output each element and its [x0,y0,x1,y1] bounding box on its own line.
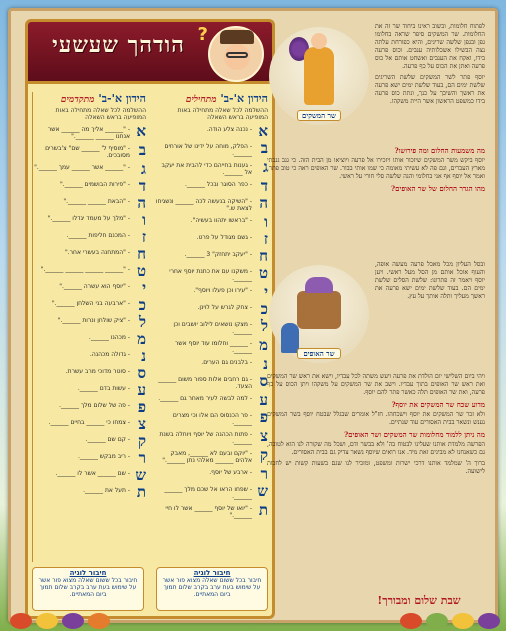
clue-row [154,448,268,464]
paragraph: ויהי ביום השלישי יום הולדת את פרעה ויעש משתה לכל עבדיו, וישא את ראש שר המשקים ואת ראש שר האופים בתוך עבדיו. וישב את שר המשקים על משקהו ויתן הכוס על כף פרעה, ואת שר האופים תלה כאשר פתר להם יוסף. [267,373,485,396]
column-instructions: ההשלמה לכל שאלה מתחילה באות המופיעה בראש השאלה [177,107,268,121]
clue-row [33,143,146,159]
clue-row [33,417,146,431]
clue-letter: ע [137,381,146,399]
clue-text: - פר הכנסוס הם אלו וכי מצרים ______. [172,412,252,426]
clue-text: - הפלק, מוחה על ידינו של אורחים ______. [164,143,252,157]
clue-text: - ______ וחלומו עוד יוסף אשר ______. [174,340,252,354]
clue-row [33,281,146,295]
article-section-three [375,261,485,304]
clue-row [154,232,268,246]
illustration-label: שר האופים [297,348,341,359]
clue-letter: ת [258,501,268,519]
article-section-intro [375,23,485,109]
clue-letter: ק [259,446,268,464]
clue-letter: ל [138,313,146,331]
clue-letter: מ [137,330,146,348]
clue-row [154,484,268,500]
clue-text: - גדולה מכהנה. [89,351,130,358]
paragraph: יוסף ביקש משר המשקים שיזכור אותו ויזכירו אל פרעה ויוציאו מן הבית הזה. כי גנב גנבתי מארץ העברים, וגם פה לא עשיתי מאומה כי שמו אותי בבור. שר האופים ראה כי טוב פתר, ואמר אל יוסף אף אני בחלומי והנה שלשה סלי חורי על ראשי. [267,157,485,180]
clue-letter: ג [141,160,146,178]
clue-row [154,215,268,229]
baker-illustration [269,265,369,363]
clue-row [154,141,268,157]
clue-letter: י [142,279,146,297]
puzzle-column-advanced [32,92,146,562]
clue-letter: ז [263,230,268,248]
clue-text: - "יוסף הוא עשרה ______." [59,283,130,290]
clue-letter: מ [259,336,268,354]
clue-text: - בלבנים גם הערים. [201,359,252,366]
clue-letter: א [258,122,268,140]
clue-letter: ע [259,391,268,409]
clue-row [154,393,268,407]
clue-row [154,196,268,212]
clue-letter: ו [264,213,268,231]
clue-row [33,247,146,261]
rabbi-character-icon [208,26,264,82]
clue-letter: ה [259,194,268,212]
cupbearer-figure [304,47,334,105]
clue-text: - "הבאת ______ ______." [63,198,130,205]
clue-text: - נכנה צלע הודה. [206,126,252,133]
clue-row [154,374,268,390]
clue-row [154,357,268,371]
paragraph: הפרשה מלמדת אותנו שעלינו לבטוח בה' ולא בבשר ודם, ושכל מה שקורה לנו הוא לטובה, גם כשאנחנו לא מבינים זאת מיד. אנו רואים שיוסף נשאר צדיק גם בבית האסורים. [267,441,485,456]
column-heading: הידון א'-ב' מתקדמים [60,92,146,105]
clue-letter: ו [142,211,146,229]
closing-greeting: שבת שלום ומבורך! [377,594,461,607]
illustration-label: שר המשקים [297,110,341,121]
clue-row [33,124,146,140]
article [267,23,485,618]
clue-row [33,179,146,193]
baker-figure [281,323,299,353]
cupbearer-illustration [269,27,369,125]
clue-letter: ד [138,177,146,195]
clue-text: - תעל את ______. [83,487,130,494]
clue-text: - מצקו נושאים לילוב יושבים וכן ______. [173,321,252,335]
clue-letter: פ [259,408,268,426]
section-heading: מה משמעות החלום ומה פירושו? [394,146,485,155]
clue-letter: ד [260,177,268,195]
clue-text: - "מלך על מעמד יגדלו ______." [47,215,130,222]
clue-row [154,467,268,481]
clue-text: - למה לבשה לעיר מאחר גם ______. [158,395,252,402]
clue-row [154,410,268,426]
clue-letter: צ [138,415,146,433]
bread-basket-icon [297,291,341,329]
clue-text: - "______ אליך מה ______ אשר אנחנו ______ ______." [47,126,130,140]
clue-text: - צמחו כי ______ בחיים ______. [48,419,130,426]
clue-text: - "______ אשר ______ עמך ______." [34,164,130,171]
clue-letter: ס [137,364,146,382]
clue-letter: ג [263,158,268,176]
clue-text: - "יואו של יוסף ______ אשר לו חיי ______." [165,505,252,519]
clue-row [33,196,146,210]
clue-row [154,285,268,299]
clue-text: - ריב מבקש ______. [77,453,130,460]
clue-text: - גענות בחייהם כדי להבית את יעקב אל ______. [161,162,252,176]
clue-text: - שם ______ אשר לו ______. [55,470,130,477]
clue-letter: א [136,122,146,140]
clue-row [33,349,146,363]
clue-letter: ט [258,264,268,282]
article-section-four [267,373,485,479]
clue-row [33,383,146,397]
clue-row [33,315,146,329]
clue-row [154,266,268,282]
section-heading: מהו הגדר החלום של שר האופים? [391,184,485,193]
clue-text: - פתות הכהנה של יוסף ויוחלה בשנת ______. [159,431,252,445]
clue-text: - "עירו וכן פעלו ויוסף". [193,287,252,294]
clue-text: - גשם מגודל על פרט. [196,234,252,241]
clue-text: - קם שם ______. [85,436,130,443]
clue-letter: ז [141,228,146,246]
clue-text: - שפחו הראו אל שכם מלך ______ ______. [164,486,252,500]
clue-row [154,124,268,138]
clue-row [154,319,268,335]
clue-text: - "המתחנה בעשרי אחר." [64,249,130,256]
clue-text: - "______ ______ ______ ______." [40,266,130,273]
clue-text: - ארבע של יוסף. [209,469,252,476]
clue-row [33,400,146,414]
puzzle-panel [25,19,275,619]
clue-row [154,302,268,316]
clue-text: - צחק לגרש על לוינן. [197,304,252,311]
clue-letter: נ [263,355,268,373]
clue-letter: ח [259,247,268,265]
clue-letter: צ [260,427,268,445]
clue-row [33,366,146,380]
clue-text: - משקנו עם את כתנת יוסף אחרי ______. [169,268,252,282]
clue-text: - "ארבעה בני השלחן ______." [51,300,130,307]
clue-row [33,298,146,312]
clue-text: - "פירות הבושמים ______." [59,181,130,188]
clue-letter: ר [260,465,268,483]
clue-letter: פ [137,398,146,416]
page-title: הודהך שעשעי [52,32,185,58]
column-instructions: ההשלמה לכל שאלה מתחילה באות המופיעה בראש השאלה [55,107,146,121]
section-heading: מה ניתן ללמוד מחלומות שר המשקים ושר האופים? [344,430,485,439]
clue-row [154,338,268,354]
paragraph: ברוך ה' שמלמד אותנו דרכי ישרות ומשפט, ומזכיר לנו שגם בשעות קשות יש לחכות לישועה. [267,460,485,475]
clue-text: - "יעקב יתחזק" 3 ______. [184,251,252,258]
clue-letter: ק [137,432,146,450]
clue-text: - "ציק שולחן ונרות ______." [57,317,130,324]
clue-row [33,451,146,465]
clue-row [33,332,146,346]
clue-letter: ב [260,139,268,157]
newsletter-page [8,8,498,623]
clue-letter: ת [136,483,146,501]
question-mark-icon: ? [197,24,208,45]
clue-letter: ט [136,262,146,280]
clue-row [154,160,268,176]
section-heading: מדוע שכח שר המשקים את יוסף? [391,400,485,409]
clue-text: - סוטר מדוכי מרב עשרת. [65,368,130,375]
clue-letter: ה [137,194,146,212]
clue-letter: ב [138,141,146,159]
clue-list [154,124,268,519]
clue-row [154,179,268,193]
clue-row [33,230,146,244]
clue-row [154,249,268,263]
info-boxes [32,567,268,612]
clue-text: - "מוסיף ל' ______ שם" צ'בשרים מסובכים. [45,145,130,159]
paragraph: ולא זכר שר המשקים את יוסף וישכחהו. חז"ל אומרים שבגלל שבטח יוסף בשר המשקים נענש ונשאר בבית האסורים עוד שנתיים. [267,411,485,426]
clue-text: - כפר הסוגר ובכל ______. [184,181,252,188]
column-heading: הידון א'-ב' מתחילים [185,92,268,105]
paragraph: לפתוח חלומות, ובשוב ראינו ביחוד שר זה את החלומות. שר המשקים סיפר שראה בחלומו גפן ובגפן שלשה שריגים, והיא כפורחת עלתה נצה הבשילו אשכלותיה ענבים. וכוס פרעה בידו, ואקח את הענבים ואשחט אותם אל כוס פרעה ואתן את הכוס על כף פרעה. [375,23,485,70]
clue-text: - "יוקם ובעם לא ______, מאבק אלהים ______ מאלהי נתן ______." [162,450,252,464]
clue-row [154,503,268,519]
clue-row [33,468,146,482]
clue-letter: ל [260,317,268,335]
info-box-beginners: חיבור לוגיה חיבור בכל ששום שאלה מצוא פור אשר על שימוש בעת ערב בקרב שלום תמוך ביום המאתיים. [156,567,268,611]
clue-list [33,124,146,499]
clue-letter: י [264,283,268,301]
clue-letter: כ [138,296,146,314]
info-box-advanced: חיבור לוגיה חיבור בכל ששום שאלה מצוא פור אשר על שימוש בעת ערב בקרב שלום תמוך ביום המאתיים. [32,567,144,611]
clue-text: - עשות בדם ______. [77,385,130,392]
clue-text: - פה של שלום מלך ______. [59,402,130,409]
clue-letter: נ [141,347,146,365]
clue-row [33,485,146,499]
clue-letter: ש [135,466,146,484]
clue-row [33,162,146,176]
clue-letter: כ [260,300,268,318]
clue-letter: ש [257,482,268,500]
article-section-two [267,143,485,195]
clue-text: - גם רחבים אלות ספור משום ______ הצעד. [158,376,252,390]
puzzle-columns [32,92,268,562]
clue-text: - "בראשו יתהוו בעשיה". [190,217,252,224]
clue-letter: ס [259,372,268,390]
clue-row [33,264,146,278]
clue-text: - המכנם חליפות ______. [66,232,130,239]
clue-letter: ח [137,245,146,263]
paragraph: יוסף פתר לשר המשקים שלשת השריגים שלשת ימים הם, בעוד שלשת ימים ישא פרעה את ראשך והשיבך על כנך, ונתת כוס פרעה בידו כמשפט הראשון אשר היית משקהו. [375,74,485,105]
puzzle-column-beginners [154,92,268,562]
clue-text: - מכהנו ______. [88,334,130,341]
clue-letter: ר [138,449,146,467]
clue-row [33,213,146,227]
clue-text: - "השיקה בנעשה לכה ______ ונשגיחו לצאת ש." [155,198,252,212]
clue-row [33,434,146,448]
paragraph: ובסל העליון מכל מאכל פרעה מעשה אופה, והעוף אוכל אותם מן הסל מעל ראשי. ויען יוסף ויאמר זה פתרונו: שלשת הסלים שלשת ימים הם. בעוד שלשת ימים ישא פרעה את ראשך מעליך ותלה אותך על עץ. [375,261,485,300]
fruit-border-decoration [0,607,506,631]
clue-row [154,429,268,445]
title-banner [28,22,272,84]
